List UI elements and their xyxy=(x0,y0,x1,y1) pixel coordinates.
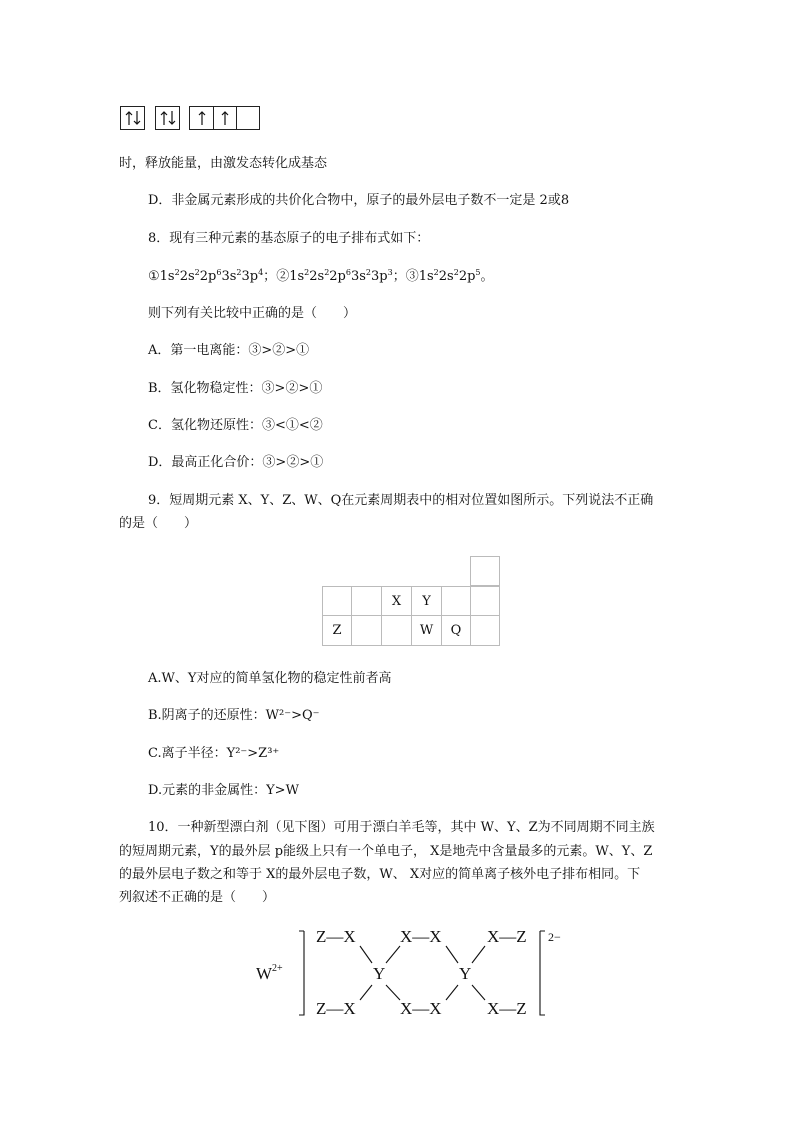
group-xz-top-right: X—Z xyxy=(487,927,527,946)
atom-y-right: Y xyxy=(459,964,472,983)
q10-line2: 的短周期元素，Y的最外层 p能级上只有一个单电子， X是地壳中含量最多的元素。W、Y、Z xyxy=(119,844,653,859)
q8-option-a: A．第一电离能：③>②>① xyxy=(148,343,310,358)
structure-diagram xyxy=(250,925,580,1025)
table-cell-z: Z xyxy=(322,615,352,646)
table-cell xyxy=(470,615,500,646)
group-xx-bottom-mid: X—X xyxy=(400,999,442,1018)
spin-pair-icon xyxy=(123,110,143,126)
spin-pair-icon xyxy=(158,110,178,126)
q9-stem-line2: 的是（ ） xyxy=(119,516,198,531)
orbital-cell xyxy=(213,107,236,129)
q8-option-c: C．氢化物还原性：③<①<② xyxy=(148,418,323,433)
orbital-box-2s xyxy=(155,106,180,130)
table-cell xyxy=(441,586,471,616)
option-d-prev: D．非金属元素形成的共价化合物中，原子的最外层电子数不一定是 2或8 xyxy=(148,193,570,208)
q8-option-b: B．氢化物稳定性：③>②>① xyxy=(148,381,323,396)
q9-option-c: C.离子半径：Y²⁻>Z³⁺ xyxy=(148,746,280,761)
orbital-box-1s xyxy=(120,106,145,130)
q8-stem: 8．现有三种元素的基态原子的电子排布式如下： xyxy=(148,231,430,246)
q8-prompt: 则下列有关比较中正确的是（ ） xyxy=(148,306,357,321)
orbital-cell xyxy=(156,107,179,129)
cation-label: $W^{2+}$ xyxy=(256,963,283,983)
q9-option-b: B.阴离子的还原性：W²⁻>Q⁻ xyxy=(148,708,320,723)
q8-option-d: D．最高正化合价：③>②>① xyxy=(148,455,324,470)
q8-configs: $①1s^22s^22p^63s^23p^4$；$②1s^22s^22p^63s^23p^3$；$③1s^22s^22p^5$。 xyxy=(148,268,494,284)
anion-charge: 2− xyxy=(548,930,561,944)
table-cell xyxy=(381,615,412,646)
atom-y-left: Y xyxy=(373,964,386,983)
group-zx-bottom-left: Z—X xyxy=(316,999,356,1018)
table-cell-y: Y xyxy=(411,586,442,616)
group-xz-bottom-right: X—Z xyxy=(487,999,527,1018)
q9-option-a: A.W、Y对应的简单氢化物的稳定性前者高 xyxy=(148,671,392,686)
table-cell xyxy=(470,556,500,586)
table-cell xyxy=(322,586,352,616)
orbital-cell-empty xyxy=(236,107,259,129)
orbital-cell xyxy=(190,107,213,129)
table-cell-w: W xyxy=(411,615,442,646)
periodic-table-fragment xyxy=(322,556,500,646)
table-cell-x: X xyxy=(381,586,412,616)
spin-up-icon xyxy=(219,110,231,126)
orbital-cell xyxy=(121,107,144,129)
group-xx-top-mid: X—X xyxy=(400,927,442,946)
q10-line1: 10．一种新型漂白剂（见下图）可用于漂白羊毛等，其中 W、Y、Z为不同周期不同主族 xyxy=(148,820,655,835)
spin-up-icon xyxy=(196,110,208,126)
table-cell-q: Q xyxy=(441,615,471,646)
q9-stem-line1: 9．短周期元素 X、Y、Z、W、Q在元素周期表中的相对位置如图所示。下列说法不正确 xyxy=(148,493,654,508)
table-cell xyxy=(470,586,500,616)
q10-line4: 列叙述不正确的是（ ） xyxy=(119,890,276,905)
q9-option-d: D.元素的非金属性：Y>W xyxy=(148,783,299,798)
group-zx-top-left: Z—X xyxy=(316,927,356,946)
table-cell xyxy=(351,615,382,646)
q10-line3: 的最外层电子数之和等于 X的最外层电子数，W、 X对应的简单离子核外电子排布相同。下 xyxy=(119,867,641,882)
intro-line: 时，释放能量，由激发态转化成基态 xyxy=(119,156,328,171)
table-cell xyxy=(351,586,382,616)
orbital-box-2p xyxy=(189,106,260,130)
